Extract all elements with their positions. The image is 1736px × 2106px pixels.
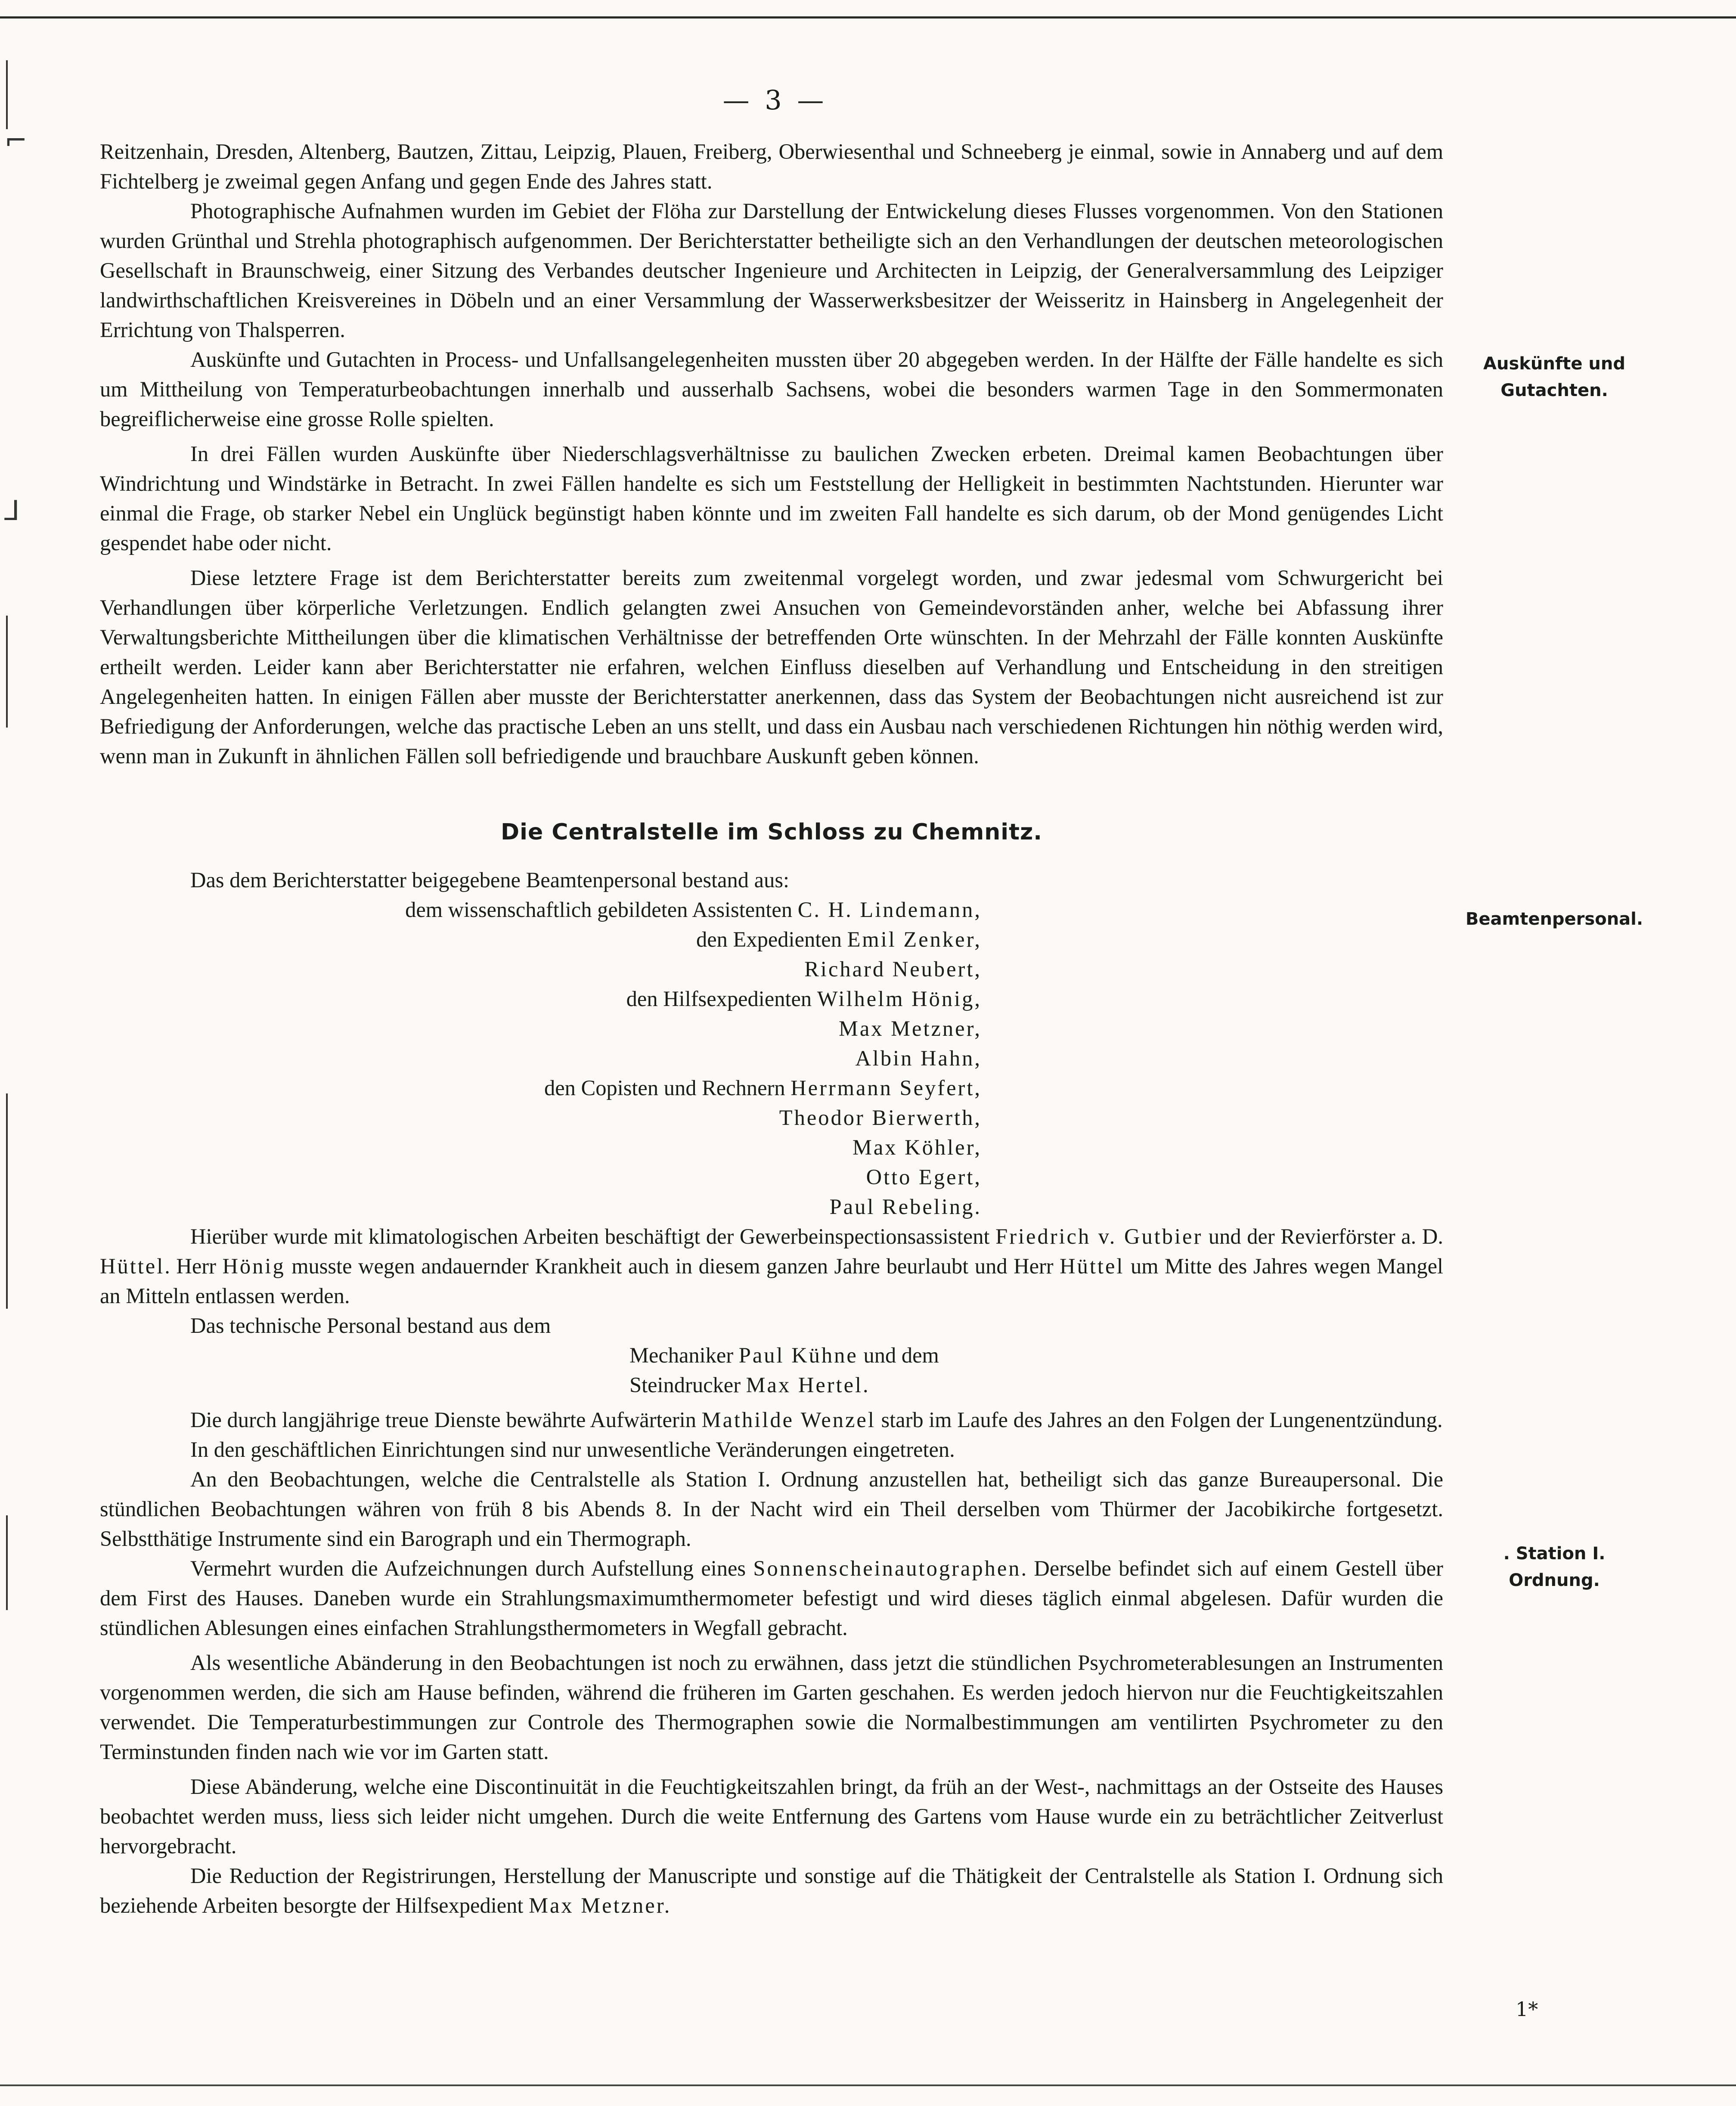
- staff-name: C. H. Lindemann,: [797, 898, 982, 922]
- paragraph: Als wesentliche Abänderung in den Beobachtungen ist noch zu erwähnen, dass jetzt die stündlichen Psychrometerablesungen an Instrumenten vorgenommen werden, die sich am Hause befinden, während die früheren im Garten geschahen. Es werden jedoch hiervon nur die Feuchtigkeitszahlen verwendet. Die Temperaturbestimmungen zur Controle des Thermographen sowie die Normalbestimmungen am ventilirten Psychrometer zu den Terminstunden finden nach wie vor im Garten statt.: [100, 1651, 1443, 1764]
- staff-name: Herrmann Seyfert,: [790, 1076, 982, 1100]
- paragraph: Vermehrt wurden die Aufzeichnungen durch Aufstellung eines Sonnenscheinautographen. Derselbe befindet sich auf einem Gestell über dem First des Hauses. Daneben wurde ein Strahlungsmaximumthermometer befestigt und wird dieses täglich einmal abgelesen. Dafür wurden die stündlichen Ablesungen eines einfachen Strahlungsthermometers in Wegfall gebracht.: [100, 1556, 1443, 1640]
- person-name: Max Metzner.: [529, 1893, 672, 1917]
- staff-name: Max Hertel.: [746, 1373, 870, 1397]
- scan-pencil-mark: ⅃: [4, 495, 20, 527]
- tech-staff-row: Mechaniker Paul Kühne und dem: [629, 1343, 939, 1367]
- person-name: Mathilde Wenzel: [701, 1408, 876, 1432]
- staff-row: [100, 1103, 982, 1133]
- scan-edge-mark: [6, 616, 8, 728]
- tech-intro: Das technische Personal bestand aus dem: [190, 1313, 551, 1338]
- paragraph: Hierüber wurde mit klimatologischen Arbeiten beschäftigt der Gewerbeinspectionsassistent Friedrich v. Gutbier und der Revierförster a. D. Hüttel. Herr Hönig musste wegen andauernder Krankheit auch in diesem ganzen Jahre beurlaubt und Herr Hüttel um Mitte des Jahres wegen Mangel an Mitteln entlassen werden.: [100, 1224, 1444, 1308]
- scan-edge-mark: [6, 1093, 8, 1309]
- staff-name: Paul Rebeling.: [829, 1195, 982, 1219]
- scan-border-top: [0, 16, 1736, 19]
- staff-row: [100, 1044, 982, 1073]
- staff-name: Albin Hahn,: [855, 1046, 982, 1070]
- person-name: Friedrich v. Gutbier: [995, 1224, 1203, 1248]
- scan-edge-mark: [6, 60, 8, 129]
- paragraph: In drei Fällen wurden Auskünfte über Niederschlagsverhältnisse zu baulichen Zwecken erbeten. Dreimal kamen Beobachtungen über Windrichtung und Windstärke in Betracht. In zwei Fällen handelte es sich um Feststellung der Helligkeit in bestimmten Nachtstunden. Hierunter war einmal die Frage, ob starker Nebel ein Unglück begünstigt haben könnte und im zweiten Fall handelte es sich darum, ob der Mond genügendes Licht gespendet habe oder nicht.: [100, 442, 1443, 555]
- staff-row: dem wissenschaftlich gebildeten Assistenten C. H. Lindemann,: [405, 898, 982, 922]
- scan-border-bottom: [0, 2084, 1736, 2086]
- staff-name: Theodor Bierwerth,: [779, 1106, 982, 1130]
- staff-row: [100, 1014, 982, 1044]
- staff-name: Wilhelm Hönig,: [817, 987, 982, 1011]
- staff-name: Max Metzner,: [838, 1016, 982, 1041]
- staff-row: [100, 954, 982, 984]
- staff-name: Otto Egert,: [866, 1165, 982, 1189]
- paragraph: Diese letztere Frage ist dem Berichterstatter bereits zum zweitenmal vorgelegt worden, und zwar jedesmal vom Schwurgericht bei Verhandlungen über körperliche Verletzungen. Endlich gelangten zwei Ansuchen von Gemeindevorständen anher, welche bei Abfassung ihrer Verwaltungsberichte Mittheilungen über die klimatischen Verhältnisse der betreffenden Orte wünschten. In der Mehrzahl der Fälle konnten Auskünfte ertheilt werden. Leider kann aber Berichterstatter nie erfahren, welchen Einfluss dieselben auf Verhandlung und Entscheidung in den streitigen Angelegenheiten hatten. In einigen Fällen aber musste der Berichterstatter anerkennen, dass das System der Beobachtungen nicht ausreichend ist zur Befriedigung der Anforderungen, welche das practische Leben an uns stellt, und dass ein Ausbau nach verschiedenen Richtungen hin nöthig werden wird, wenn man in Zukunft in ähnlichen Fällen soll befriedigende und brauchbare Auskunft geben können.: [100, 566, 1443, 768]
- term: Sonnenscheinautographen: [753, 1556, 1021, 1580]
- person-name: Hüttel: [100, 1254, 165, 1278]
- staff-row: [100, 1162, 982, 1192]
- person-name: Hüttel: [1060, 1254, 1125, 1278]
- paragraph: Reitzenhain, Dresden, Altenberg, Bautzen, Zittau, Leipzig, Plauen, Freiberg, Oberwiesenthal und Schneeberg je einmal, sowie in Annaberg und auf dem Fichtelberg je zweimal gegen Anfang und gegen Ende des Jahres statt.: [100, 139, 1443, 193]
- staff-row: [100, 1192, 982, 1222]
- scan-pencil-mark: ⌐: [4, 125, 28, 157]
- staff-name: Richard Neubert,: [804, 957, 982, 981]
- paragraph: Photographische Aufnahmen wurden im Gebiet der Flöha zur Darstellung der Entwickelung dieses Flusses vorgenommen. Von den Stationen wurden Grünthal und Strehla photographisch aufgenommen. Der Berichterstatter betheiligte sich an den Verhandlungen der deutschen meteorologischen Gesellschaft in Braunschweig, einer Sitzung des Verbandes deutscher Ingenieure und Architecten in Leipzig, der Generalversammlung des Leipziger landwirthschaftlichen Kreisvereines in Döbeln und an einer Versammlung der Wasserwerksbesitzer der Weisseritz in Hainsberg in Angelegenheit der Errichtung von Thalsperren.: [100, 199, 1443, 342]
- margin-note-line: Auskünfte und: [1483, 354, 1625, 374]
- staff-name: Emil Zenker,: [847, 927, 982, 951]
- margin-note-line: Gutachten.: [1500, 381, 1608, 400]
- paragraph: Diese Abänderung, welche eine Discontinuität in die Feuchtigkeitszahlen bringt, da früh an der West-, nachmittags an der Ostseite des Hauses beobachtet werden muss, liess sich leider nicht umgehen. Durch die weite Entfernung des Gartens vom Hause wurde ein zu beträchtlicher Zeitverlust hervorgebracht.: [100, 1775, 1443, 1858]
- staff-list: [100, 895, 1443, 1222]
- staff-name: Paul Kühne: [738, 1343, 858, 1367]
- margin-note-auskuenfte: [1464, 350, 1645, 404]
- paragraph: In den geschäftlichen Einrichtungen sind nur unwesentliche Veränderungen eingetreten.: [190, 1437, 955, 1462]
- paragraph: Auskünfte und Gutachten in Process- und Unfallsangelegenheiten mussten über 20 abgegeben werden. In der Hälfte der Fälle handelte es sich um Mittheilung von Temperaturbeobachtungen innerhalb und ausserhalb Sachsens, wobei die besonders warmen Tage in den Sommermonaten begreiflicherweise eine grosse Rolle spielten.: [100, 347, 1443, 431]
- tech-staff-row: Steindrucker Max Hertel.: [629, 1373, 870, 1397]
- paragraph: Die durch langjährige treue Dienste bewährte Aufwärterin Mathilde Wenzel starb im Laufe des Jahres an den Folgen der Lungenentzündung.: [190, 1408, 1443, 1432]
- staff-row: den Copisten und Rechnern Herrmann Seyfert,: [544, 1076, 982, 1100]
- person-name: Hönig: [222, 1254, 285, 1278]
- margin-note-beamtenpersonal: Beamtenpersonal.: [1465, 909, 1643, 929]
- paragraph: Die Reduction der Registrirungen, Herstellung der Manuscripte und sonstige auf die Thätigkeit der Centralstelle als Station I. Ordnung sich beziehende Arbeiten besorgte der Hilfsexpedient Max Metzner.: [100, 1864, 1443, 1917]
- staff-row: [100, 1133, 982, 1162]
- margin-note-station: . Station I. Ordnung.: [1503, 1544, 1606, 1590]
- staff-row: den Expedienten Emil Zenker,: [696, 927, 982, 951]
- tech-staff-list: [100, 1341, 1443, 1400]
- staff-name: Max Köhler,: [852, 1135, 982, 1159]
- paragraph: An den Beobachtungen, welche die Centralstelle als Station I. Ordnung anzustellen hat, betheiligt sich das ganze Bureaupersonal. Die stündlichen Beobachtungen währen von früh 8 bis Abends 8. In der Nacht wird ein Theil derselben vom Thürmer der Jacobikirche fortgesetzt. Selbstthätige Instrumente sind ein Barograph und ein Thermograph.: [100, 1467, 1443, 1551]
- page-number: — 3 —: [722, 84, 828, 116]
- document-body: [100, 137, 1443, 1920]
- signature-mark: 1*: [1516, 1998, 1538, 2021]
- staff-row: den Hilfsexpedienten Wilhelm Hönig,: [626, 987, 982, 1011]
- scan-edge-mark: [6, 1515, 8, 1610]
- section-heading: Die Centralstelle im Schloss zu Chemnitz.: [500, 819, 1043, 845]
- staff-intro: Das dem Berichterstatter beigegebene Beamtenpersonal bestand aus:: [190, 868, 790, 892]
